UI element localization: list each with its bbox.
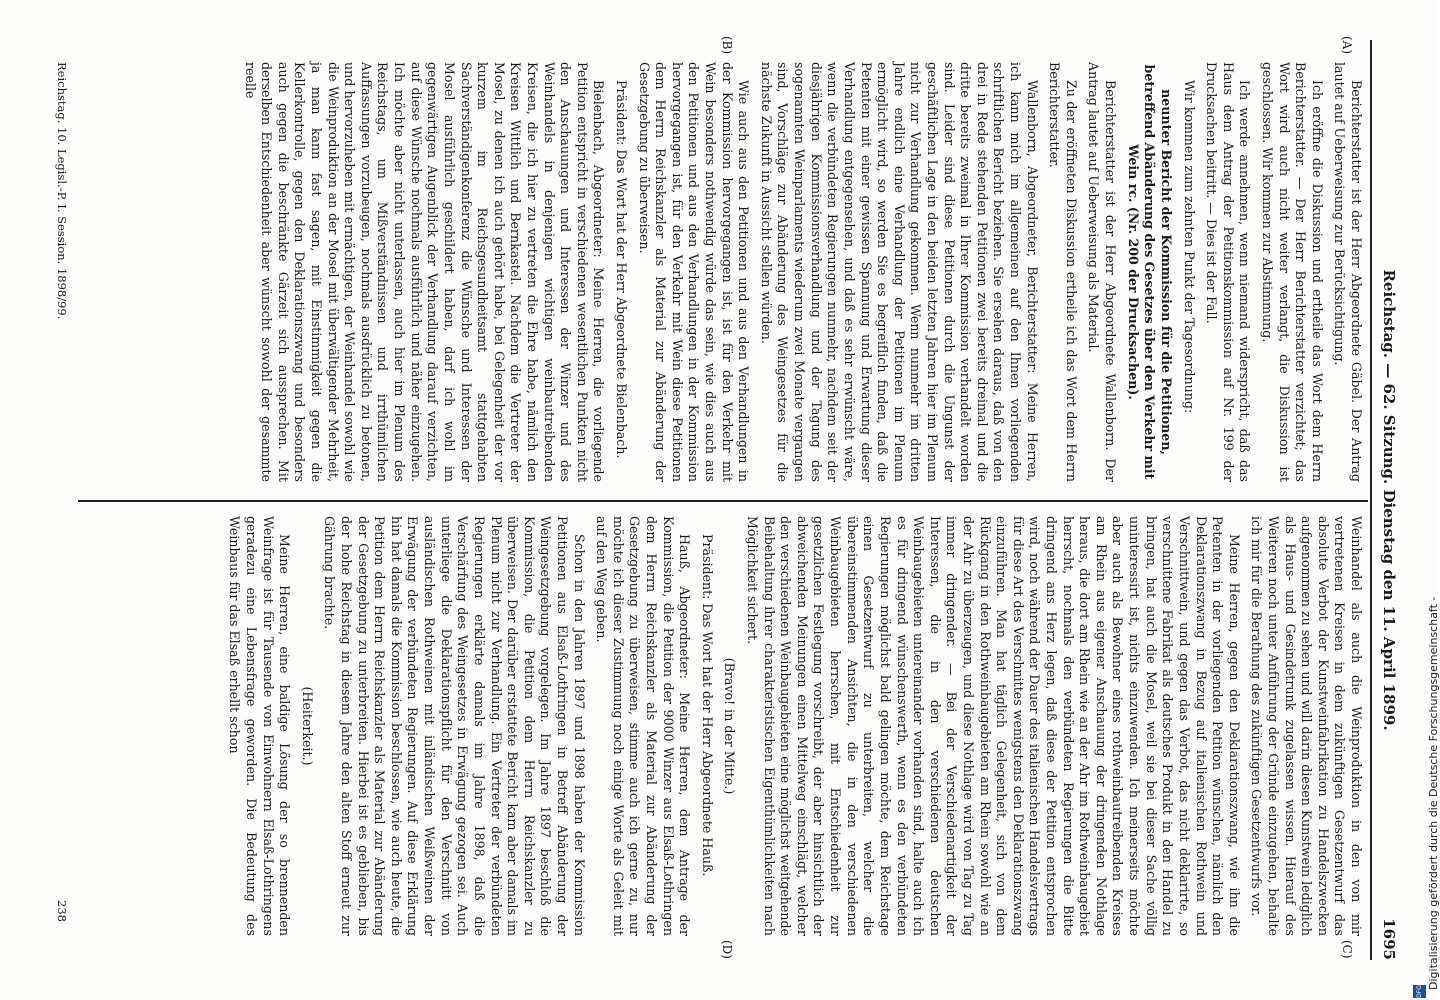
- speech-paragraph: Wallenborn, Abgeordneter, Berichterstatter: Meine Herren, ich kann mich im allgemeinen auf den Ihnen vorliegenden schriftlichen Bericht beziehen. Sie ersehen daraus, daß von den drei in Rede stehenden Petitionen zwei bereits dreimal und die dritte bereits zweimal in Ihrer Kommission verhandelt worden sind. Leider sind diese Petitionen durch die Ungunst der geschäftlichen Lage in den beiden letzten Jahren hier im Plenum nicht zur Verhandlung gekommen. Wenn nunmehr im dritten Jahre endlich eine Verhandlung der Petitionen im Plenum ermöglicht wird, so werden Sie es begreiflich finden, daß die Petenten mit einer gewissen Spannung und Erwartung dieser Verhandlung entgegensehen, und daß es sehr erwünscht wäre, wenn die verbündeten Regierungen nunmehr, nachdem seit der diesjährigen Kommissionsverhandlung und der Tagung des sogenannten Weinparlaments wiederum zwei Monate vergangen sind, Vorschläge zur Abänderung des Weingesetzes für die nächste Zukunft in Aussicht stellen würden.: [758, 62, 1040, 482]
- paragraph: Wie auch aus den Petitionen und aus den Verhandlungen in der Kommission hervorgegangen ist, ist für den Verkehr mit Wein besonders nothwendig würde das sein, wie dies auch aus den Petitionen und aus den Verhandlungen in der Kommission hervorgegangen ist, für den Verkehr mit Wein diese Petitionen dem Herrn Reichskanzler als Material zur Abänderung der Gesetzgebung zu überweisen.: [636, 62, 752, 482]
- page-sheet-number: 238: [55, 900, 69, 922]
- paragraph: Ich eröffne die Diskussion und ertheile das Wort dem Herrn Berichterstatter. — Der Herr Berichterstatter verzichtet; das Wort wird auch nicht weiter verlangt, die Diskussion ist geschlossen. Wir kommen zur Abstimmung.: [1259, 62, 1325, 482]
- page-header-title: Reichstag. — 62. Sitzung. Dienstag den 11. April 1899.: [1380, 269, 1398, 731]
- page-header-number: 1695: [1380, 918, 1398, 960]
- paragraph: Zu der eröffneten Diskussion ertheile ich das Wort dem Herrn Berichterstatter.: [1047, 62, 1079, 482]
- paragraph: Berichterstatter ist der Herr Abgeordnete Wallenborn. Der Antrag lautet auf Ueberweisung als Material.: [1086, 62, 1119, 482]
- right-column: [220, 516, 1364, 936]
- margin-marker-a: (A): [1340, 36, 1354, 55]
- paragraph: Meine Herren, gegen den Deklarationszwang, wie ihn die Petenten in der vorliegenden Petition wünschen, nämlich den Deklarationszwang in Bezug auf italienischen Rothwein und Verschnittwein, und gegen das Verbot, das nicht deklarirte, so verschnittene Fabrikat als deutsches Produkt in den Handel zu bringen, hat auch die Mosel, weil sie bei dieser Sache völlig uninteressirt ist, nichts einzuwenden. Ich meinerseits möchte aber auch als Bewohner eines rothweinbautreibenden Kreises am Rhein aus eigener Anschauung der dringenden Nothlage heraus, die dort am Rhein wie an der Ahr im Rothweinbaugebiet herrscht, nochmals den verbündeten Regierungen die Bitte dringend ans Herz legen, daß diese der Petition entsprochen wird, noch während der Dauer des italienischen Handelsvertrags für diese Art des Verschnittes wenigstens den Deklarationszwang einzuführen. Man hat täglich Gelegenheit, sich von dem Rückgang in den Rothweinbaugebieten am Rhein sowohl wie an der Ahr zu überzeugen, und diese Nothlage wird von Tag zu Tag immer dringender. — Bei der Verschiedenartigkeit der Interessen, die in den verschiedenen deutschen Weinbaugebieten untereinander vorhanden sind, halte auch ich es für dringend wünschenswerth, wenn es den verbündeten Regierungen möglichst bald gelingen möchte, dem Reichstage einen Gesetzentwurf zu unterbreiten, welcher die übereinstimmenden Ansichten, die in den verschiedenen Weinbaugebieten herrschen, mit Entschiedenheit zur gesetzlichen Festlegung vorschreibt, der aber hinsichtlich der abweichenden Meinungen einen Mittelweg einschlägt, welcher den verschiedenen Weinbaugebieten eine möglichst weitgehende Beibehaltung ihrer charakteristischen Eigenthümlichkeiten nach Möglichkeit sichert.: [745, 516, 1242, 936]
- margin-marker-d: (D): [720, 940, 734, 959]
- paragraph: Schon in den Jahren 1897 und 1898 haben der Kommission Petitionen aus Elsaß-Lothringen in Betreff Abänderung der Weingesetzgebung vorgelegen. Im Jahre 1897 beschloß die Kommission, die Petition dem Herrn Reichskanzler zu überweisen. Der darüber erstattete Bericht kam aber damals im Plenum nicht zur Verhandlung. Ein Vertreter der verbündeten Regierungen erklärte damals im Jahre 1898, daß die Verschärfung des Weingesetzes in Erwägung gezogen sei. Auch unterliege die Deklarationspflicht für den Verschnitt von ausländischen Rothweinen mit inländischen Weißweinen der Erwägung der verbündeten Regierungen. Auf diese Erklärung hin hat damals die Kommission beschlossen, wie auch heute, die Petition dem Herrn Reichskanzler als Material zur Abänderung der Gesetzgebung zu unterbreiten. Hierbei ist es geblieben, bis der hohe Reichstag in diesem Jahre den alten Stoff erneut zur Gährung brachte.: [322, 516, 587, 936]
- column-divider: [78, 500, 1368, 502]
- speech-paragraph: Bielenbach, Abgeordneter: Meine Herren, die vorliegende Petition entspricht in verschiedenen wesentlichen Punkten nicht den Anschauungen und Interessen der Winzer und des Weinhandels in denjenigen wichtigen weinbautreibenden Kreisen, die ich hier zu vertreten die Ehre habe, nämlich den Kreisen Wittlich und Bernkastel. Nachdem die Vertreter der Mosel, zu denen ich auch gehört habe, bei Gelegenheit der vor kurzem im Reichsgesundheitsamt stattgehabten Sachverständigenkonferenz die Wünsche und Interessen der Mosel ausführlich geschildert haben, darf ich wohl im gegenwärtigen Augenblick der Verhandlung darauf verzichten, auf diese Wünsche nochmals ausführlich und näher einzugehen. Ich möchte aber nicht unterlassen, auch hier im Plenum des Reichstags, um Mißverständnissen und irrthümlichen Auffassungen vorzubeugen, nochmals ausdrücklich zu betonen, und hervorzuheben mit ermächtigen, der Weinhandel sowohl wie die Weinproduktion an der Mosel mit überwältigender Mehrheit, ja man kann fast sagen, mit Einstimmigkeit gegen die Kellerkontrolle, gegen den Deklarationszwang und besonders auch gegen die beschränkte Gärzeit sich aussprechen. Mit derselben Entschiedenheit aber wünscht sowohl der gesammte reelle: [242, 62, 607, 482]
- paragraph: Meine Herren, eine baldige Lösung der so brennenden Weinfrage ist für Tausende von Einwohnern Elsaß-Lothringens geradezu eine Lebensfrage geworden. Die Bedeutung des Weinbaus für das Elsaß erhellt schon: [227, 516, 293, 936]
- speech-paragraph: Hauß, Abgeordneter: Meine Herren, dem Antrage der Kommission, die Petition der 9000 Winzer aus Elsaß-Lothringen dem Herrn Reichskanzler als Material zur Abänderung der Gesetzgebung zu überweisen, stimme auch ich gerne zu, nur möchte ich dieser Zustimmung noch einige Worte als Geleit mit auf den Weg geben.: [594, 516, 693, 936]
- paragraph: Weinhandel als auch die Weinproduktion in den von mir vertretenen Kreisen in dem zukünftigen Gesetzentwurf das absolute Verbot der Kunstweinfabrikation zu Handelszwecken aufgenommen zu sehen und will darin diesen Kunstwein lediglich als Haus- und Gesindetrunk zugelassen wissen. Hierauf des Weiteren noch unter Anführung der Gründe einzugehen, behalte ich mir für die Berathung des zukünftigen Gesetzentwurfs vor.: [1249, 516, 1364, 936]
- paragraph: Berichterstatter ist der Herr Abgeordnete Gäbel. Der Antrag lautet auf Ueberweisung zur Berücksichtigung.: [1332, 62, 1364, 482]
- dfg-logo-icon: DFG: [1413, 985, 1426, 998]
- page-header: [1374, 40, 1398, 960]
- president-remark: Präsident: Das Wort hat der Herr Abgeordnete Bielenbach.: [614, 80, 630, 459]
- margin-marker-b: (B): [720, 36, 734, 55]
- page-footer: Reichstag. 10. Legisl.-P. I. Session. 1898/99.: [55, 62, 69, 320]
- interjection: (Heiterkeit.): [299, 686, 315, 766]
- header-rule: [1370, 40, 1372, 960]
- paragraph: Wir kommen zum zehnten Punkt der Tagesordnung:: [1181, 80, 1197, 414]
- interjection: (Bravo! in der Mitte.): [722, 657, 738, 795]
- left-column: [235, 62, 1364, 482]
- margin-marker-c: (C): [1340, 940, 1354, 959]
- digitization-notice: Digitalisierung gefördert durch die Deutsche Forschungsgemeinschaft -: [1427, 596, 1440, 990]
- agenda-item-heading: neunter Bericht der Kommission für die Petitionen, betreffend Abänderung des Gesetzes über den Verkehr mit Wein rc. (Nr. 200 der Drucksachen).: [1125, 64, 1174, 480]
- paragraph: Ich werde annehmen, wenn niemand widerspricht, daß das Haus dem Antrag der Petitionskommission auf Nr. 199 der Drucksachen beitritt. — Dies ist der Fall.: [1204, 62, 1253, 482]
- president-remark: Präsident: Das Wort hat der Herr Abgeordnete Hauß.: [699, 534, 715, 877]
